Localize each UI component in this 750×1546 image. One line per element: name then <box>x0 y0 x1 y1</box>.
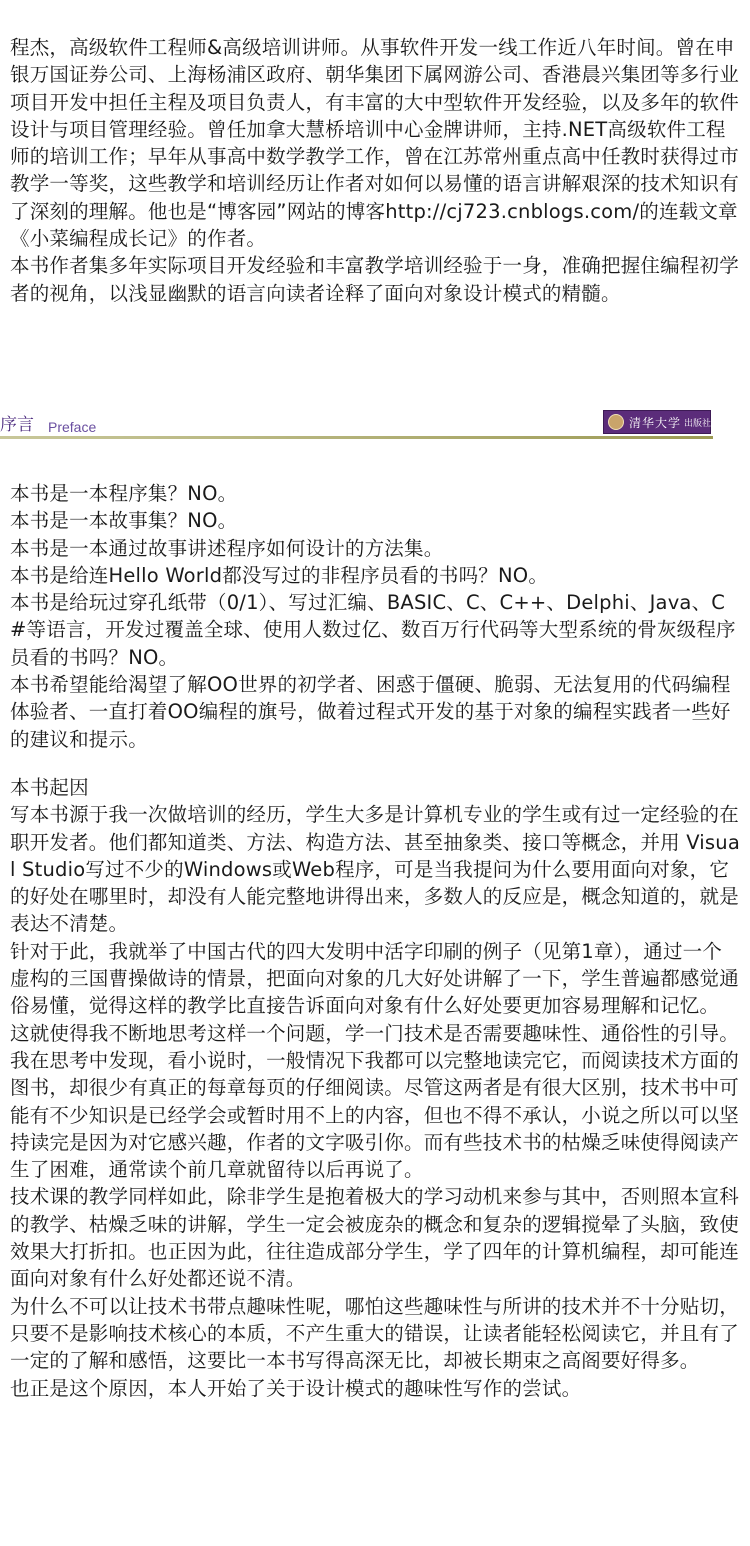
university-seal-icon <box>608 414 624 430</box>
intro-line: 本书是给玩过穿孔纸带（0/1）、写过汇编、BASIC、C、C++、Delphi、Java、C#等语言，开发过覆盖全球、使用人数过亿、数百万行代码等大型系统的骨灰级程序员看的书吗？NO。 <box>10 591 736 669</box>
origin-paragraph: 针对于此，我就举了中国古代的四大发明中活字印刷的例子（见第1章），通过一个虚构的三国曹操做诗的情景，把面向对象的几大好处讲解了一下，学生普遍都感觉通俗易懂，觉得这样的教学比直接告诉面向对象有什么好处要更加容易理解和记忆。 <box>10 939 739 1018</box>
origin-section <box>10 774 740 1402</box>
publisher-logo <box>603 410 711 434</box>
preface-subtitle: Preface <box>48 419 97 435</box>
intro-line: 本书是一本程序集？NO。 <box>10 482 238 505</box>
preface-banner <box>0 404 713 438</box>
origin-paragraph: 技术课的教学同样如此，除非学生是抱着极大的学习动机来参与其中，否则照本宣科的教学、枯燥乏味的讲解，学生一定会被庞杂的概念和复杂的逻辑搅晕了头脑，致使效果大打折扣。也正因为此，往往造成部分学生，学了四年的计算机编程，却可能连面向对象有什么好处都还说不清。 <box>10 1185 739 1291</box>
origin-paragraph: 这就使得我不断地思考这样一个问题，学一门技术是否需要趣味性、通俗性的引导。 <box>10 1021 739 1045</box>
origin-paragraph: 为什么不可以让技术书带点趣味性呢，哪怕这些趣味性与所讲的技术并不十分贴切，只要不是影响技术核心的本质，不产生重大的错误，让读者能轻松阅读它，并且有了一定的了解和感悟，这要比一本书写得高深无比，却被长期束之高阁要好得多。 <box>10 1294 739 1373</box>
author-bio-text: 程杰，高级软件工程师&高级培训讲师。从事软件开发一线工作近八年时间。曾在申银万国证券公司、上海杨浦区政府、朝华集团下属网游公司、香港晨兴集团等多行业项目开发中担任主程及项目负责人，有丰富的大中型软件开发经验，以及多年的软件设计与项目管理经验。曾任加拿大慧桥培训中心金牌讲师，主持.NET高级软件工程师的培训工作；早年从事高中数学教学工作，曾在江苏常州重点高中任教时获得过市教学一等奖，这些教学和培训经历让作者对如何以易懂的语言讲解艰深的技术知识有了深刻的理解。他也是“博客园”网站的博客http://cj723.cnblogs.com/的连载文章《小菜编程成长记》的作者。 <box>10 36 739 251</box>
banner-divider <box>0 436 713 439</box>
intro-line: 本书是给连Hello World都没写过的非程序员看的书吗？NO。 <box>10 563 549 587</box>
origin-paragraph: 也正是这个原因，本人开始了关于设计模式的趣味性写作的尝试。 <box>10 1376 582 1400</box>
origin-paragraph: 我在思考中发现，看小说时，一般情况下我都可以完整地读完它，而阅读技术方面的图书，却很少有真正的每章每页的仔细阅读。尽管这两者是有很大区别，技术书中可能有不少知识是已经学会或暂时用不上的内容，但也不得不承认，小说之所以可以坚持读完是因为对它感兴趣，作者的文字吸引你。而有些技术书的枯燥乏味使得阅读产生了困难，通常读个前几章就留待以后再说了。 <box>10 1048 739 1182</box>
origin-heading: 本书起因 <box>10 776 89 799</box>
intro-line: 本书是一本故事集？NO。 <box>10 509 238 533</box>
publisher-name: 清华大学 <box>629 415 682 430</box>
author-bio-summary: 本书作者集多年实际项目开发经验和丰富教学培训经验于一身，准确把握住编程初学者的视角，以浅显幽默的语言向读者诠释了面向对象设计模式的精髓。 <box>10 254 739 305</box>
author-bio <box>10 34 740 307</box>
preface-title: 序言 <box>0 415 34 435</box>
origin-paragraph: 写本书源于我一次做培训的经历，学生大多是计算机专业的学生或有过一定经验的在职开发者。他们都知道类、方法、构造方法、甚至抽象类、接口等概念，并用 Visual Studio写过不少的Windows或Web程序，可是当我提问为什么要用面向对象，它的好处在哪里时，却没有人能完整地讲得出来，多数人的反应是，概念知道的，就是表达不清楚。 <box>10 803 740 936</box>
intro-line: 本书希望能给渴望了解OO世界的初学者、困惑于僵硬、脆弱、无法复用的代码编程体验者、一直打着OO编程的旗号，做着过程式开发的基于对象的编程实践者一些好的建议和提示。 <box>10 673 731 751</box>
publisher-suffix: 出版社 <box>684 418 712 429</box>
intro-line: 本书是一本通过故事讲述程序如何设计的方法集。 <box>10 536 444 560</box>
intro-list <box>10 480 740 753</box>
